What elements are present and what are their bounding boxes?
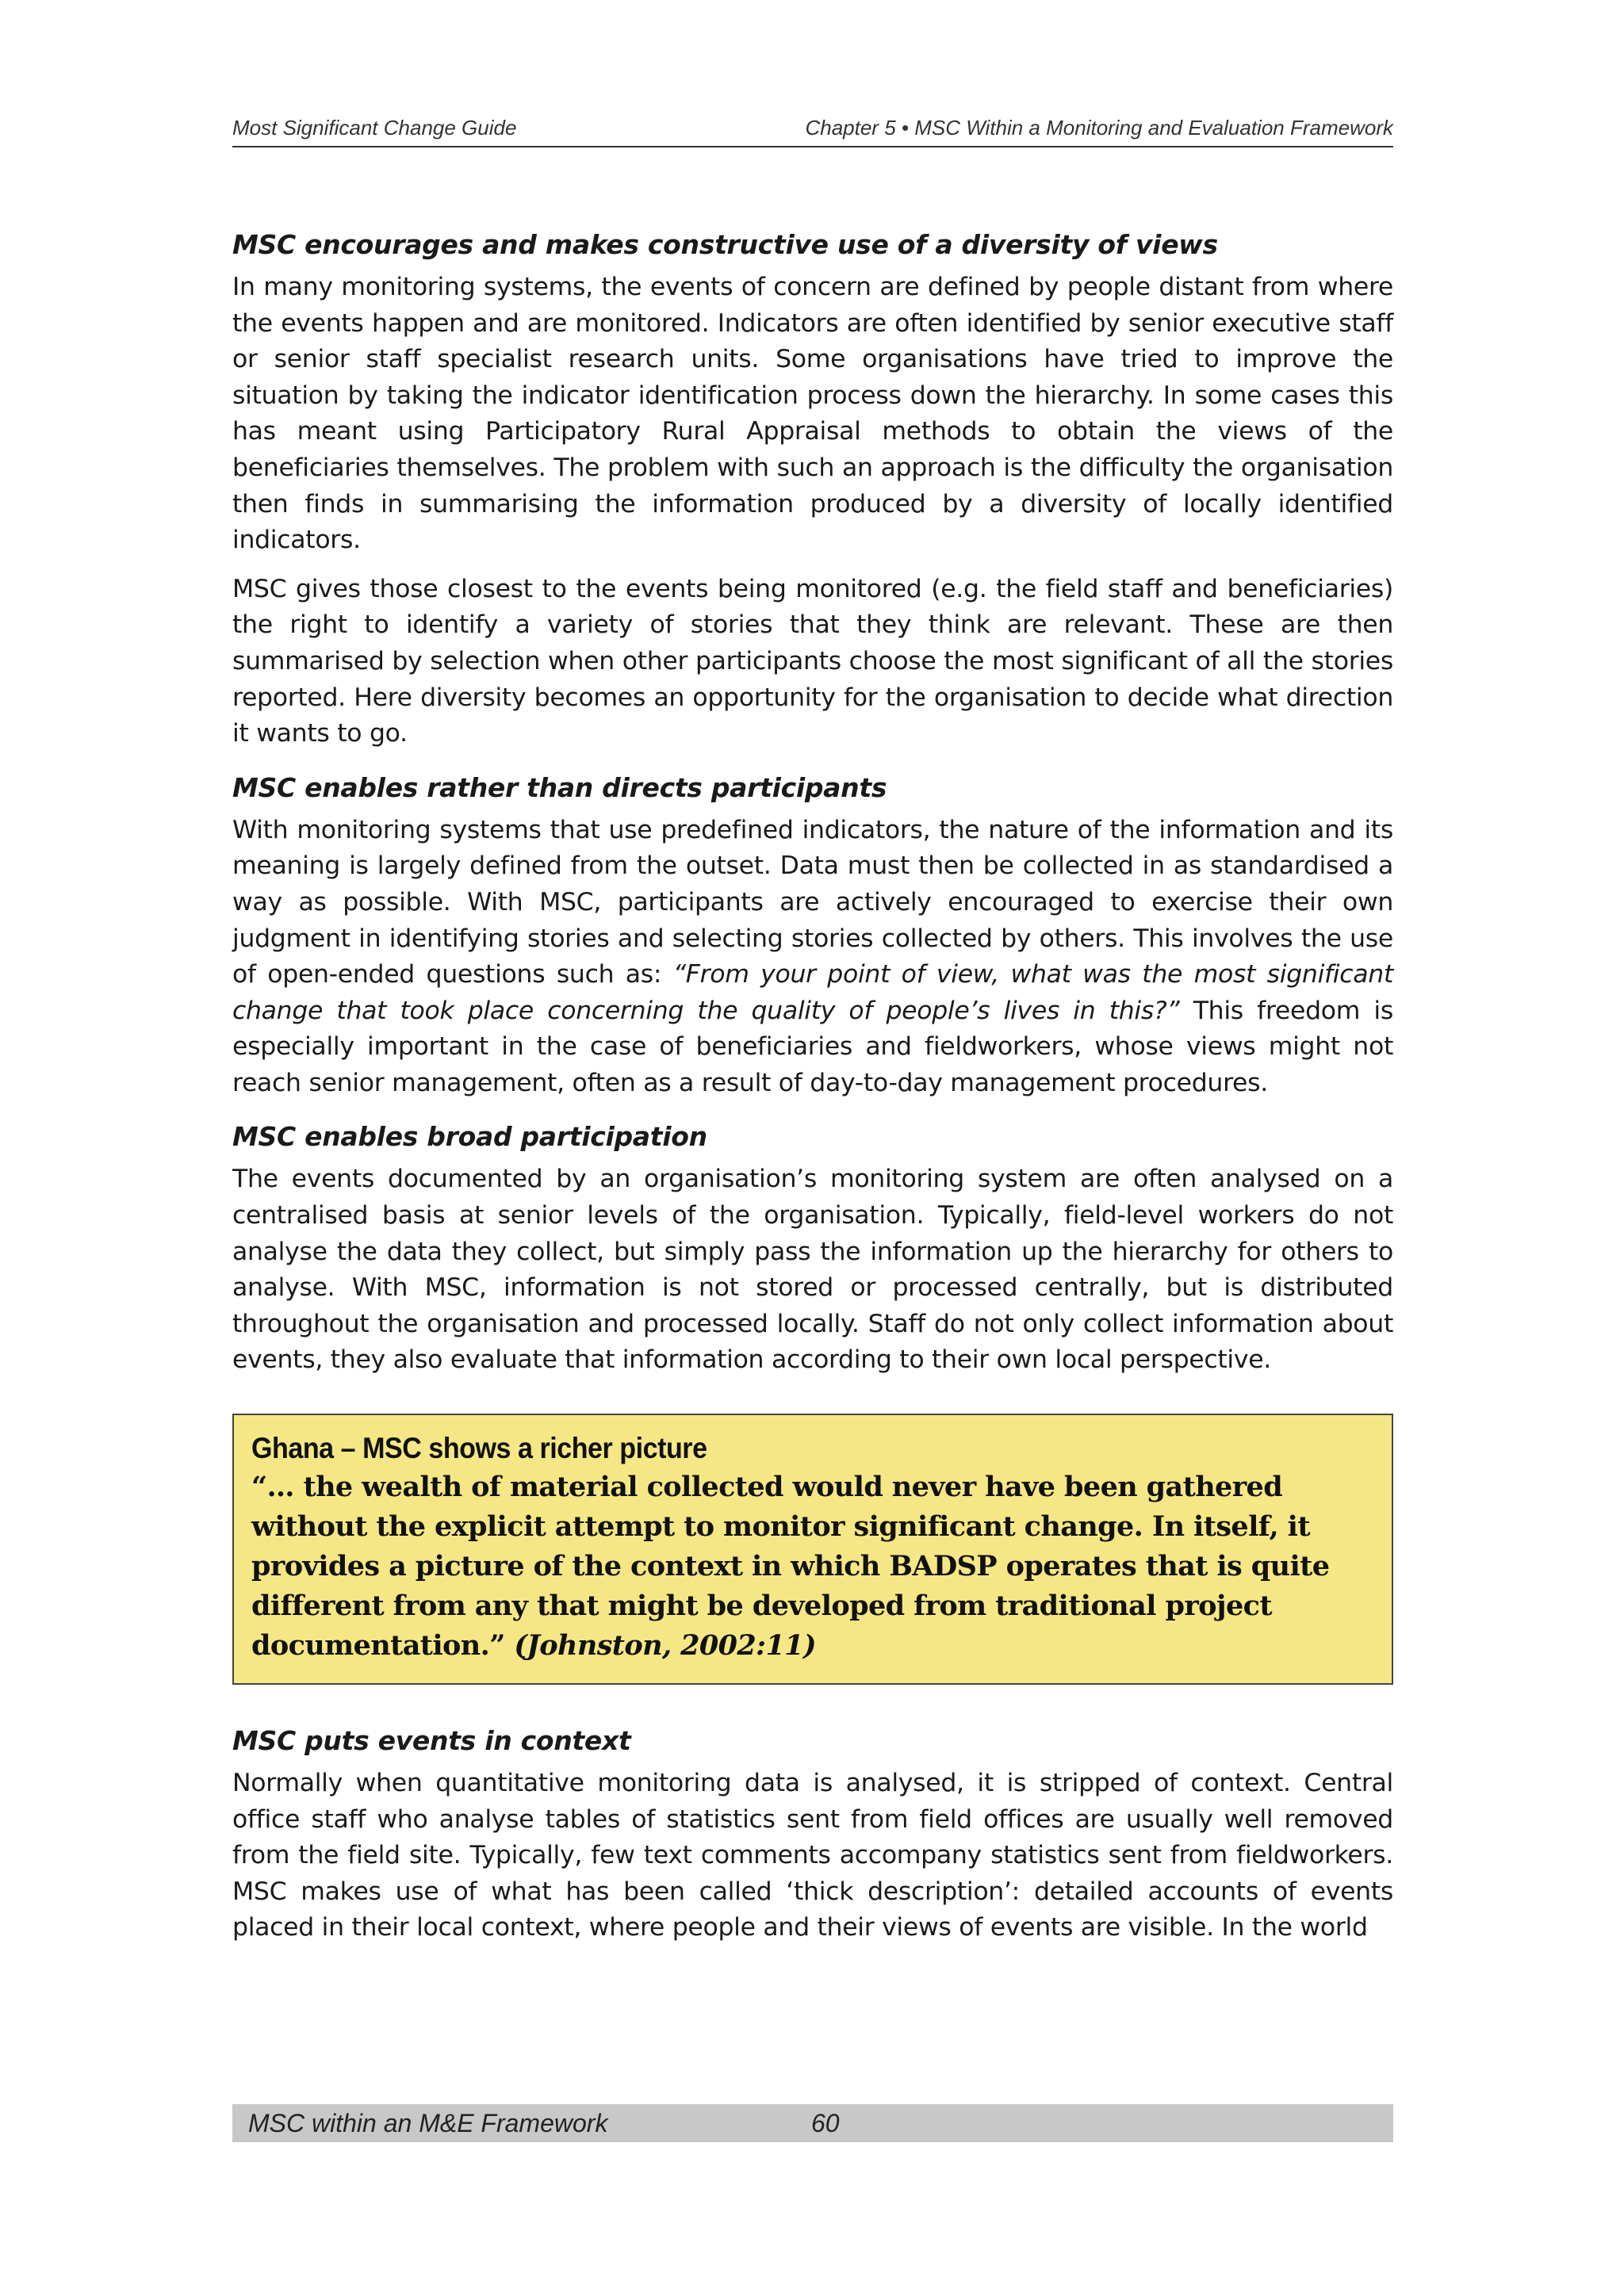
callout-title: Ghana – MSC shows a richer picture [251, 1432, 707, 1465]
section-heading: MSC encourages and makes constructive use of a diversity of views [232, 229, 1218, 260]
section-heading: MSC puts events in context [232, 1725, 631, 1757]
paragraph: In many monitoring systems, the events of concern are defined by people distant from where the events happen and are monitored. Indicators are often identified by senior executive staff or senior staff specialist research units. Some organisations have tried to improve the situation by taking the indicator identification process down the hierarchy. In some cases this has meant using Participatory Rural Appraisal methods to obtain the views of the beneficiaries themselves. The problem with such an approach is the difficulty the organisation then finds in summarising the information produced by a diversity of locally identified indicators. [232, 273, 1393, 555]
document-page [232, 0, 1393, 2296]
paragraph-text: With monitoring systems that use predefined indicators, the nature of the information and its meaning is largely defined from the outset. Data must then be collected in as standardised a way as possible. With MSC, participants are actively encouraged to exercise their own judgment in identifying stories and selecting stories collected by others. This involves the use of open-ended questions such as: [232, 815, 1393, 989]
body-content [232, 227, 1393, 1959]
paragraph-text: This freedom is especially important in the case of beneficiaries and fieldworkers, whose views might not reach senior management, often as a result of day-to-day management procedures. [232, 996, 1393, 1097]
page-footer [232, 2104, 1393, 2142]
paragraph: MSC gives those closest to the events being monitored (e.g. the field staff and beneficiaries) the right to identify a variety of stories that they think are relevant. These are then summarised by selection when other participants choose the most significant of all the stories reported. Here diversity becomes an opportunity for the organisation to decide what direction it wants to go. [232, 574, 1393, 748]
running-header [232, 114, 1393, 147]
quote-text: “… the wealth of material collected would never have been gathered without the explicit attempt to monitor significant change. In itself, it provides a picture of the context in which BADSP operates that is quite different from any that might be developed from traditional project documentation.” [251, 1471, 1330, 1663]
page-number: 60 [811, 2109, 840, 2137]
header-chapter-title: Chapter 5 • MSC Within a Monitoring and Evaluation Framework [805, 116, 1393, 140]
footer-section-title: MSC within an M&E Framework [248, 2109, 608, 2137]
quote-citation: (Johnston, 2002:11) [514, 1629, 816, 1663]
paragraph: Normally when quantitative monitoring data is analysed, it is stripped of context. Central office staff who analyse tables of statistics sent from field offices are usually well removed from the field site. Typically, few text comments accompany statistics sent from fieldworkers. MSC makes use of what has been called ‘thick description’: detailed accounts of events placed in their local context, where people and their views of events are visible. In the world [232, 1769, 1393, 1942]
section-heading: MSC enables rather than directs participants [232, 771, 887, 803]
callout-quote [251, 1468, 1374, 1666]
paragraph: The events documented by an organisation’s monitoring system are often analysed on a centralised basis at senior levels of the organisation. Typically, field-level workers do not analyse the data they collect, but simply pass the information up the hierarchy for others to analyse. With MSC, information is not stored or processed centrally, but is distributed throughout the organisation and processed locally. Staff do not only collect information about events, they also evaluate that information according to their own local perspective. [232, 1165, 1393, 1375]
ghana-callout-box [232, 1414, 1393, 1685]
section-heading: MSC enables broad participation [232, 1121, 707, 1153]
header-guide-title: Most Significant Change Guide [232, 116, 517, 140]
paragraph [232, 813, 1393, 1102]
example-question: “From your point of view, what was the most significant change that took place concerning the quality of people’s lives in this?” [232, 960, 1393, 1025]
